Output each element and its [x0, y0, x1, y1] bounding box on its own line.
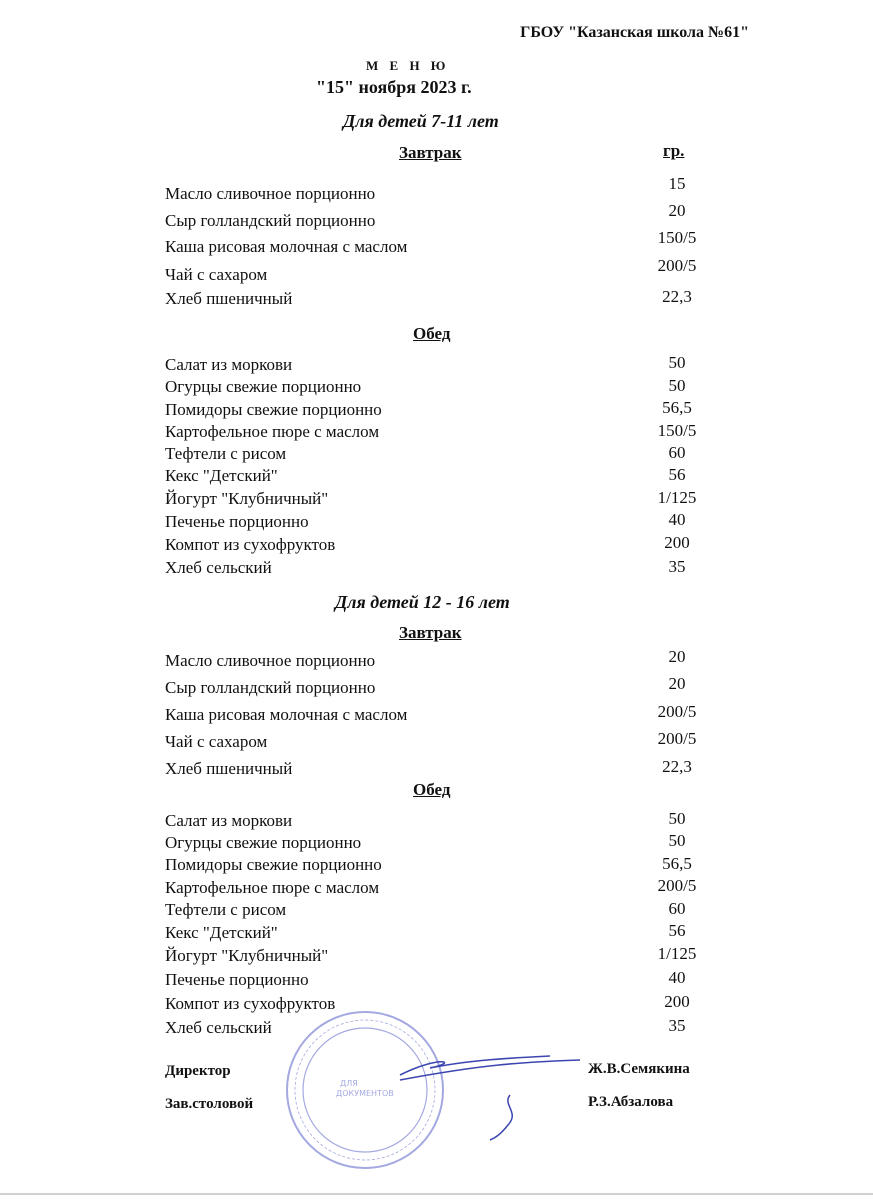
list-item: Хлеб пшеничный: [165, 289, 293, 308]
list-item: Чай с сахаром: [165, 265, 268, 284]
list-item: Компот из сухофруктов: [165, 994, 336, 1013]
item-qty: 50: [668, 353, 686, 372]
group2-lunch-title: Обед: [413, 780, 451, 799]
list-item: Печенье порционно: [165, 512, 309, 531]
svg-text:ДЛЯ: ДЛЯ: [340, 1079, 358, 1088]
list-item: Кекс "Детский": [165, 466, 278, 485]
item-qty: 200: [664, 533, 690, 552]
item-qty: 60: [668, 899, 686, 918]
list-item: Салат из моркови: [165, 355, 293, 374]
director-name: Ж.В.Семякина: [588, 1061, 690, 1077]
item-qty: 40: [668, 510, 686, 529]
item-qty: 50: [668, 831, 686, 850]
list-item: Каша рисовая молочная с маслом: [165, 237, 408, 256]
item-qty: 200/5: [657, 702, 697, 721]
list-item: Картофельное пюре с маслом: [165, 878, 380, 897]
item-qty: 56: [668, 465, 686, 484]
round-stamp-icon: [280, 1000, 580, 1190]
item-qty: 56: [668, 921, 686, 940]
item-qty: 35: [668, 1016, 686, 1035]
item-qty: 50: [668, 809, 686, 828]
list-item: Сыр голландский порционно: [165, 211, 376, 230]
group2-breakfast-title: Завтрак: [399, 623, 462, 642]
item-qty: 40: [668, 968, 686, 987]
item-qty: 200/5: [657, 256, 697, 275]
list-item: Сыр голландский порционно: [165, 678, 376, 697]
list-item: Тефтели с рисом: [165, 900, 287, 919]
item-qty: 56,5: [662, 398, 692, 417]
item-qty: 150/5: [657, 228, 697, 247]
item-qty: 22,3: [662, 287, 692, 306]
stamp-graphic: [287, 1012, 443, 1168]
item-qty: 1/125: [657, 944, 697, 963]
list-item: Хлеб сельский: [165, 558, 272, 577]
item-qty: 20: [668, 674, 686, 693]
list-item: Масло сливочное порционно: [165, 184, 376, 203]
canteen-signature: [490, 1095, 512, 1140]
list-item: Огурцы свежие порционно: [165, 377, 362, 396]
list-item: Помидоры свежие порционно: [165, 400, 382, 419]
list-item: Тефтели с рисом: [165, 444, 287, 463]
group2-title: Для детей 12 - 16 лет: [335, 592, 510, 612]
canteen-role: Зав.столовой: [165, 1096, 254, 1112]
school-name: ГБОУ "Казанская школа №61": [520, 24, 749, 41]
item-qty: 200/5: [657, 876, 697, 895]
group1-title: Для детей 7-11 лет: [343, 111, 499, 131]
item-qty: 35: [668, 557, 686, 576]
list-item: Кекс "Детский": [165, 923, 278, 942]
item-qty: 200/5: [657, 729, 697, 748]
list-item: Салат из моркови: [165, 811, 293, 830]
list-item: Картофельное пюре с маслом: [165, 422, 380, 441]
director-signature: [400, 1056, 580, 1080]
canteen-name: Р.З.Абзалова: [588, 1094, 674, 1110]
director-role: Директор: [165, 1063, 231, 1079]
item-qty: 200: [664, 992, 690, 1011]
unit-label: гр.: [663, 141, 685, 160]
item-qty: 1/125: [657, 488, 697, 507]
list-item: Чай с сахаром: [165, 732, 268, 751]
item-qty: 60: [668, 443, 686, 462]
menu-date: "15" ноября 2023 г.: [316, 77, 472, 97]
item-qty: 150/5: [657, 421, 697, 440]
list-item: Масло сливочное порционно: [165, 651, 376, 670]
item-qty: 20: [668, 647, 686, 666]
item-qty: 15: [668, 174, 686, 193]
item-qty: 56,5: [662, 854, 692, 873]
list-item: Печенье порционно: [165, 970, 309, 989]
list-item: Огурцы свежие порционно: [165, 833, 362, 852]
list-item: Помидоры свежие порционно: [165, 855, 382, 874]
list-item: Йогурт "Клубничный": [165, 946, 329, 965]
group1-breakfast-title: Завтрак: [399, 143, 462, 162]
group1-lunch-title: Обед: [413, 324, 451, 343]
item-qty: 22,3: [662, 757, 692, 776]
list-item: Хлеб пшеничный: [165, 759, 293, 778]
list-item: Хлеб сельский: [165, 1018, 272, 1037]
scan-edge-divider: [0, 1193, 873, 1195]
list-item: Компот из сухофруктов: [165, 535, 336, 554]
list-item: Каша рисовая молочная с маслом: [165, 705, 408, 724]
item-qty: 50: [668, 376, 686, 395]
menu-title: М Е Н Ю: [366, 58, 450, 73]
svg-text:ДОКУМЕНТОВ: ДОКУМЕНТОВ: [336, 1089, 394, 1098]
item-qty: 20: [668, 201, 686, 220]
list-item: Йогурт "Клубничный": [165, 489, 329, 508]
